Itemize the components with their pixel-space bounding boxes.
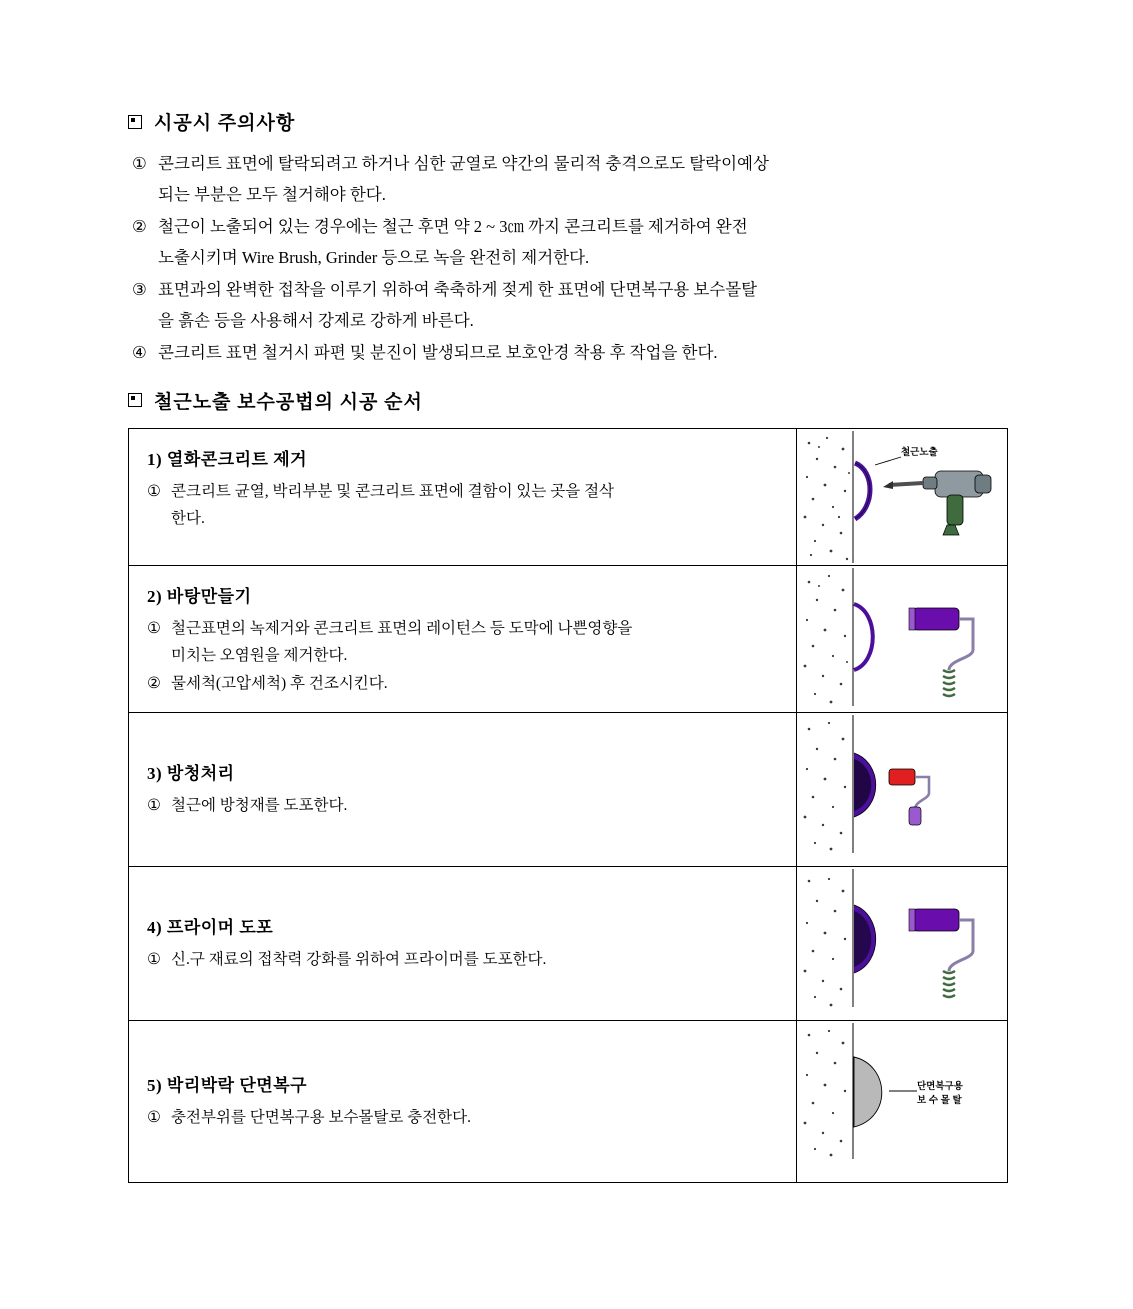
list-item-body (171, 670, 778, 697)
figure-roller-rust-proofing (797, 713, 1007, 855)
step-title: 3) 방청처리 (147, 763, 235, 783)
list-item-body (171, 615, 778, 669)
roller-illustration-icon (797, 566, 1007, 708)
table-row (129, 428, 1008, 565)
list-item-text: 신.구 재료의 접착력 강화를 위하여 프라이머를 도포한다. (171, 951, 547, 969)
table-cell-figure (797, 1021, 1008, 1183)
list-item-text: 철근에 방청재를 도포한다. (171, 796, 348, 814)
list-item-number: ① (147, 951, 161, 969)
step-title: 1) 열화콘크리트 제거 (147, 449, 308, 469)
list-item-line1: 표면과의 완벽한 접착을 이루기 위하여 축축하게 젖게 한 표면에 단면복구용 보수몰탈 (158, 280, 758, 300)
figure-mortar-section-restoration (797, 1021, 1007, 1161)
figure-drill-removing-concrete (797, 429, 1007, 565)
table-cell-text (129, 1021, 797, 1183)
list-item (147, 1104, 778, 1131)
list-item-number: ① (132, 154, 147, 173)
list-item-number: ④ (132, 343, 147, 363)
list-item-body (158, 275, 1018, 336)
figure-label-mortar-line1: 단면복구용 (917, 1081, 963, 1093)
list-item-body (158, 212, 1018, 273)
figure-roller-primer-coating (797, 867, 1007, 1009)
step-sub-list (147, 946, 778, 973)
list-item-number: ③ (132, 280, 147, 300)
table-cell-text (129, 565, 797, 712)
list-item-line2: 되는 부분은 모두 철거해야 한다. (158, 184, 386, 204)
table-row (129, 712, 1008, 866)
step-sub-list (147, 1104, 778, 1131)
section-heading-text: 시공시 주의사항 (154, 113, 296, 134)
procedure-table (128, 428, 1008, 1184)
list-item-body (158, 338, 1018, 369)
list-item (147, 615, 778, 669)
list-item (128, 149, 1018, 210)
list-item-number: ② (147, 674, 161, 692)
list-item-body (171, 478, 778, 532)
list-item-text: 충전부위를 단면복구용 보수몰탈로 충전한다. (171, 1109, 471, 1127)
figure-label-mortar-line2: 보 수 몰 탈 (917, 1095, 962, 1107)
table-cell-figure (797, 428, 1008, 565)
list-item-number: ① (147, 482, 161, 500)
table-cell-figure (797, 712, 1008, 866)
list-item-body (171, 792, 778, 819)
figure-label-rebar-exposure: 철근노출 (901, 446, 938, 458)
step-title: 2) 바탕만들기 (147, 586, 252, 606)
mortar-fill-icon (797, 1021, 1007, 1161)
step-sub-list (147, 792, 778, 819)
list-item-continuation: 미치는 오염원을 제거한다. (171, 646, 348, 664)
square-bullet-icon (128, 393, 142, 407)
table-cell-figure (797, 565, 1008, 712)
list-item (128, 212, 1018, 273)
list-item-body (171, 946, 778, 973)
list-item-line1: 철근이 노출되어 있는 경우에는 철근 후면 약 2 ~ 3㎝ 까지 콘크리트를 제거하여 완전 (158, 217, 748, 237)
list-item-line2: 을 흙손 등을 사용해서 강제로 강하게 바른다. (158, 310, 474, 330)
list-item-line1: 콘크리트 표면 철거시 파편 및 분진이 발생되므로 보호안경 착용 후 작업을 한다. (158, 343, 718, 363)
list-item-text: 콘크리트 균열, 박리부분 및 콘크리트 표면에 결함이 있는 곳을 절삭 (171, 482, 615, 500)
list-item (147, 670, 778, 697)
list-item (128, 338, 1018, 369)
section-heading-text: 철근노출 보수공법의 시공 순서 (154, 391, 423, 413)
table-row (129, 565, 1008, 712)
list-item-number: ① (147, 619, 161, 637)
list-item-number: ① (147, 1109, 161, 1127)
table-cell-text (129, 428, 797, 565)
section-heading-precautions (128, 108, 1018, 135)
step-sub-list (147, 615, 778, 697)
section-heading-procedure (128, 387, 1018, 414)
figure-roller-surface-preparation (797, 566, 1007, 708)
list-item (147, 946, 778, 973)
table-cell-text (129, 712, 797, 866)
step-sub-list (147, 478, 778, 532)
list-item-number: ② (132, 217, 147, 237)
list-item-text: 철근표면의 녹제거와 콘크리트 표면의 레이턴스 등 도막에 나쁜영향을 (171, 619, 633, 637)
square-bullet-icon (128, 115, 142, 129)
rust-proof-roller-icon (797, 713, 1007, 855)
precaution-list (128, 149, 1018, 369)
list-item-number: ① (147, 796, 161, 814)
list-item (128, 275, 1018, 336)
list-item-body (171, 1104, 778, 1131)
list-item-line1: 콘크리트 표면에 탈락되려고 하거나 심한 균열로 약간의 물리적 충격으로도 탈락이예상 (158, 154, 769, 173)
list-item-continuation: 한다. (171, 509, 205, 527)
step-title: 4) 프라이머 도포 (147, 918, 274, 938)
list-item (147, 478, 778, 532)
table-cell-figure (797, 867, 1008, 1021)
list-item (147, 792, 778, 819)
step-title: 5) 박리박락 단면복구 (147, 1076, 308, 1096)
list-item-text: 물세척(고압세척) 후 건조시킨다. (171, 674, 388, 692)
table-row (129, 867, 1008, 1021)
list-item-line2: 노출시키며 Wire Brush, Grinder 등으로 녹을 완전히 제거한다. (158, 247, 590, 267)
document-content (128, 108, 1018, 1183)
list-item-body (158, 149, 1018, 210)
table-row (129, 1021, 1008, 1183)
primer-roller-icon (797, 867, 1007, 1009)
table-cell-text (129, 867, 797, 1021)
